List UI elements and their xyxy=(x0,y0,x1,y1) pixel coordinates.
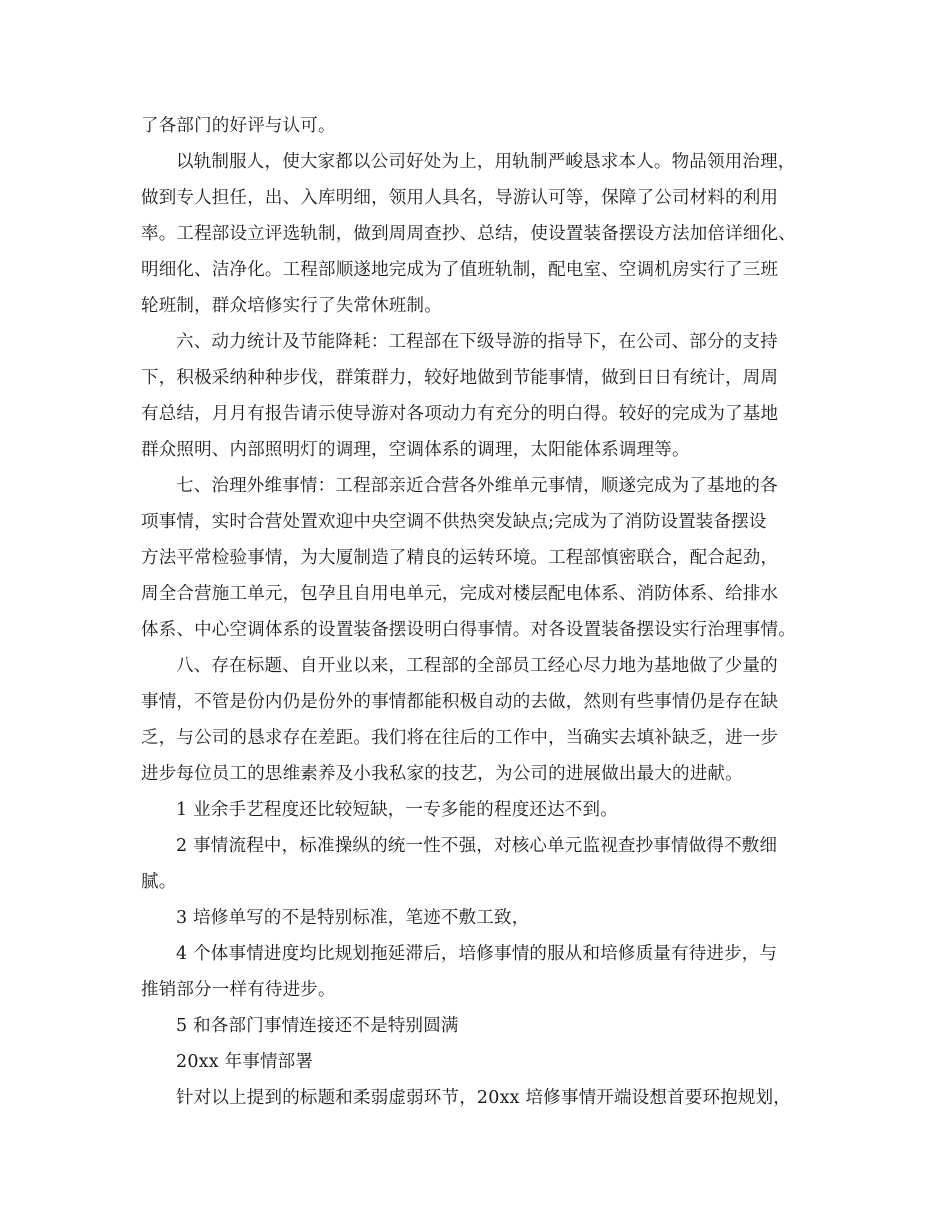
text-line: 了各部门的好评与认可。 xyxy=(141,116,336,136)
text-line: 体系、中心空调体系的设置装备摆设明白得事情。对各设置装备摆设实行治理事情。 xyxy=(141,620,796,640)
text-line: 周全合营施工单元，包孕且自用电单元，完成对楼层配电体系、消防体系、给排水 xyxy=(141,584,779,604)
list-item-5: 5 和各部门事情连接还不是特别圆满 xyxy=(176,1016,459,1036)
paragraph-start-line: 针对以上提到的标题和柔弱虚弱环节，20xx 培修事情开端设想首要环抱规划， xyxy=(176,1088,791,1108)
text-line: 进步每位员工的思维素养及小我私家的技艺，为公司的进展做出最大的进献。 xyxy=(141,764,743,784)
text-line: 下，积极采纳种种步伐，群策群力，较好地做到节能事情，做到日日有统计，周周 xyxy=(141,368,779,388)
text-line: 项事情，实时合营处置欢迎中央空调不供热突发缺点;完成为了消防设置装备摆设 xyxy=(141,512,767,532)
text-line: 事情，不管是份内仍是份外的事情都能积极自动的去做，然则有些事情仍是存在缺 xyxy=(141,692,779,712)
text-line: 群众照明、内部照明灯的调理，空调体系的调理，太阳能体系调理等。 xyxy=(141,440,690,460)
paragraph-start-line: 以轨制服人，使大家都以公司好处为上，用轨制严峻恳求本人。物品领用治理， xyxy=(176,152,796,172)
text-line: 有总结，月月有报告请示使导游对各项动力有充分的明白得。较好的完成为了基地 xyxy=(141,404,779,424)
text-line: 方法平常检验事情，为大厦制造了精良的运转环境。工程部慎密联合，配合起劲， xyxy=(141,548,779,568)
list-item-2: 2 事情流程中，标准操纵的统一性不强，对核心单元监视查抄事情做得不敷细 xyxy=(176,836,778,856)
paragraph-start-line: 八、存在标题、自开业以来，工程部的全部员工经心尽力地为基地做了少量的 xyxy=(176,656,778,676)
list-item-3: 3 培修单写的不是特别标准，笔迹不敷工致， xyxy=(176,908,530,928)
text-line: 做到专人担任，出、入库明细，领用人具名，导游认可等，保障了公司材料的利用 xyxy=(141,188,779,208)
text-line: 乏，与公司的恳求存在差距。我们将在往后的工作中，当确实去填补缺乏，进一步 xyxy=(141,728,779,748)
text-line: 轮班制，群众培修实行了失常休班制。 xyxy=(141,296,442,316)
list-item-4: 4 个体事情进度均比规划拖延滞后，培修事情的服从和培修质量有待进步，与 xyxy=(176,944,778,964)
paragraph-start-line: 七、治理外维事情：工程部亲近合营各外维单元事情，顺遂完成为了基地的各 xyxy=(176,476,778,496)
text-line: 推销部分一样有待进步。 xyxy=(141,980,336,1000)
text-line: 率。工程部设立评选轨制，做到周周查抄、总结，使设置装备摆设方法加倍详细化、 xyxy=(141,224,796,244)
section-heading: 20xx 年事情部署 xyxy=(176,1052,314,1072)
text-line: 腻。 xyxy=(141,872,177,892)
text-line: 明细化、洁净化。工程部顺遂地完成为了值班轨制，配电室、空调机房实行了三班 xyxy=(141,260,779,280)
list-item-1: 1 业余手艺程度还比较短缺，一专多能的程度还达不到。 xyxy=(176,800,618,820)
paragraph-start-line: 六、动力统计及节能降耗：工程部在下级导游的指导下，在公司、部分的支持 xyxy=(176,332,778,352)
